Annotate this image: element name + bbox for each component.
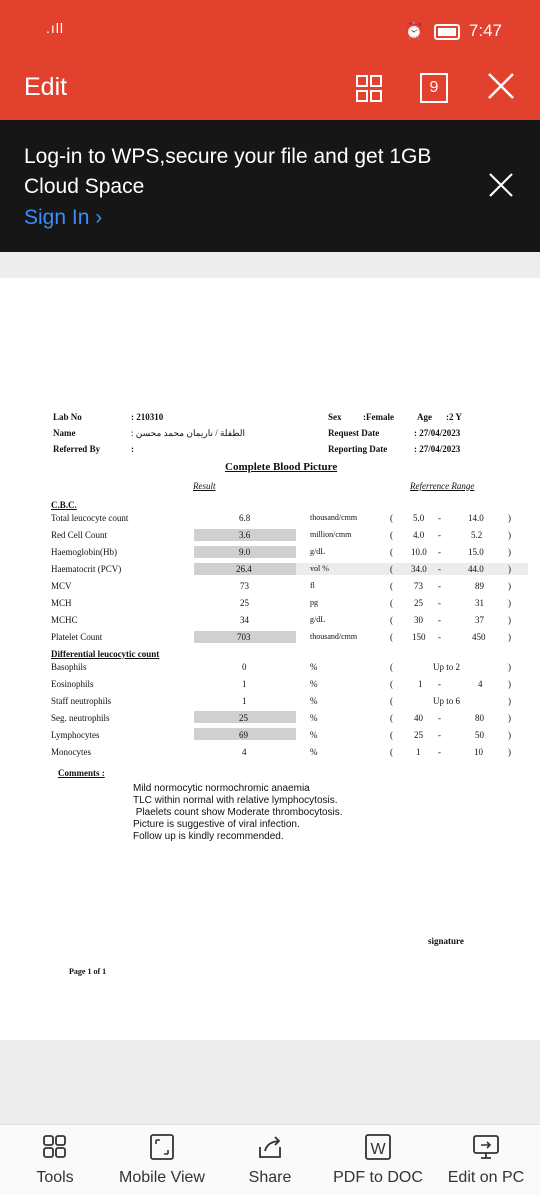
table-row-name: Red Cell Count: [51, 530, 107, 540]
table-row-unit: %: [310, 730, 318, 740]
table-row-unit: thousand/cmm: [310, 513, 358, 522]
table-row-result: 703: [237, 632, 251, 642]
comments-text: [133, 783, 343, 843]
range-header: Referrence Range: [410, 481, 475, 491]
lab-no-value: : 210310: [131, 412, 164, 422]
status-bar: [0, 0, 540, 62]
table-row-high: 31: [475, 598, 484, 608]
age-label: Age: [417, 412, 432, 422]
table-row-low: 73: [414, 581, 423, 591]
tool-label: Mobile View: [119, 1169, 205, 1186]
document-page[interactable]: [0, 278, 540, 1040]
reporting-date-value: : 27/04/2023: [414, 444, 461, 454]
table-row-high: 44.0: [468, 564, 484, 574]
table-row-high: 80: [475, 713, 484, 723]
table-row-name: Platelet Count: [51, 632, 103, 642]
tools-icon: [40, 1133, 70, 1161]
table-row-low: 40: [414, 713, 423, 723]
table-row-result: 9.0: [239, 547, 251, 557]
table-row-name: Monocytes: [51, 747, 91, 757]
table-row-result: 0: [242, 662, 247, 672]
lab-report: Lab No : 210310 Name : الطفلة / ناريمان محمد محسن Referred By : Sex :Female Age :2 Y Request Date : 27/04/2023 Reporting Date : 27/04/2023 Complete Blood Picture Result Referrence Range C.B.C. Total leucocyte count 6.8 thousand/cmm ( 5.0 - 14.0 ) Red Cell Count 3.6 million/cmm ( 4.0 - 5.2 ) Haemoglobin(Hb) 9.0 g/dL ( 10.0 - 15.0 ) Haematocrit (PCV) 26.4 vol % ( 34.0 - 44.0 ) MCV 73 fl ( 73 - 89 ) MCH 25 pg ( 25 - 31 ) MCHC 34 g/dL ( 30 - 37 ) Platelet Count 703 thousand/cmm ( 150 - 450 ) Differential leucocytic count Basophils 0 % ( Up to 2 ) Eosinophils 1 % ( 1 - 4 ) Staff neutrophils 1 % ( Up to 6 ) Seg. neutrophils 25 % ( 40 - 80 ) Lymphocytes 69 % ( 25 - 50 ) Monocytes 4 % ( 1 - 10 ) Comments : Mild normocytic normochromic anaemia TLC within normal with relative lymphocytosis. Plaelets count show Moderate thrombocytosis. Picture is suggestive of viral infection. Follow up is kindly recommended. signature Page 1 of 1: [0, 278, 540, 1040]
table-row-unit: vol %: [310, 564, 329, 573]
table-row-name: Haematocrit (PCV): [51, 564, 122, 574]
table-row-low: 1: [418, 679, 423, 689]
table-row-high: 5.2: [471, 530, 483, 540]
tool-label: PDF to DOC: [333, 1169, 423, 1186]
comment-line: Picture is suggestive of viral infection.: [133, 819, 300, 830]
table-row-result: 69: [239, 730, 248, 740]
thumbnail-grid-icon[interactable]: [355, 74, 383, 104]
table-row-high: 14.0: [468, 513, 484, 523]
page-count-button[interactable]: 9: [420, 73, 448, 103]
request-date-label: Request Date: [328, 428, 380, 438]
table-row-unit: thousand/cmm: [310, 632, 358, 641]
svg-text:W: W: [370, 1141, 386, 1158]
name-value: : الطفلة / ناريمان محمد محسن: [131, 428, 245, 438]
table-row-unit: %: [310, 679, 318, 689]
table-row-name: MCH: [51, 598, 72, 608]
pdf-to-doc-button[interactable]: [328, 1125, 428, 1195]
alarm-icon: ⏰: [404, 23, 424, 40]
mobile-view-icon: [147, 1133, 177, 1161]
sex-value: :Female: [363, 412, 394, 422]
table-row-result: 1: [242, 696, 247, 706]
table-row-range: Up to 6: [433, 696, 460, 706]
table-row-result: 3.6: [239, 530, 251, 540]
comments-label: Comments :: [58, 768, 105, 778]
edit-button[interactable]: Edit: [24, 73, 68, 101]
comment-line: Mild normocytic normochromic anaemia: [133, 783, 310, 794]
name-label: Name: [53, 428, 76, 438]
share-icon: [255, 1133, 285, 1161]
table-row-low: 5.0: [413, 513, 425, 523]
table-row-low: 10.0: [411, 547, 427, 557]
table-row-name: Haemoglobin(Hb): [51, 547, 117, 557]
comment-line: TLC within normal with relative lymphocytosis.: [133, 795, 338, 806]
table-row-unit: %: [310, 747, 318, 757]
battery-icon: [434, 24, 460, 40]
table-row-name: MCHC: [51, 615, 78, 625]
table-row-result: 25: [240, 598, 249, 608]
mobile-view-button[interactable]: [112, 1125, 212, 1195]
table-row-high: 50: [475, 730, 484, 740]
table-row-result: 1: [242, 679, 247, 689]
table-row-low: 25: [414, 598, 423, 608]
cbc-label: C.B.C.: [51, 500, 77, 510]
differential-label: Differential leucocytic count: [51, 649, 160, 659]
share-button[interactable]: [235, 1125, 305, 1195]
table-row-unit: %: [310, 696, 318, 706]
table-row-unit: g/dL: [310, 547, 326, 556]
table-row-name: Staff neutrophils: [51, 696, 112, 706]
table-row-name: MCV: [51, 581, 72, 591]
table-row-range: Up to 2: [433, 662, 460, 672]
reporting-date-label: Reporting Date: [328, 444, 388, 454]
table-row-low: 150: [412, 632, 426, 642]
signature-label: signature: [428, 936, 464, 946]
tool-label: Tools: [36, 1169, 74, 1186]
lab-no-label: Lab No: [53, 412, 82, 422]
close-icon[interactable]: [486, 71, 516, 101]
result-header: Result: [193, 481, 216, 491]
age-value: :2 Y: [446, 412, 462, 422]
table-row-name: Lymphocytes: [51, 730, 100, 740]
table-row-low: 1: [416, 747, 421, 757]
table-row-high: 89: [475, 581, 484, 591]
table-row-result: 26.4: [236, 564, 252, 574]
table-row-result: 34: [240, 615, 249, 625]
comment-line: Plaelets count show Moderate thrombocytosis.: [133, 807, 343, 818]
table-row-high: 15.0: [468, 547, 484, 557]
table-row-name: Seg. neutrophils: [51, 713, 110, 723]
table-row-unit: g/dL: [310, 615, 326, 624]
table-row-result: 4: [242, 747, 247, 757]
table-row-high: 450: [472, 632, 486, 642]
word-icon: [363, 1133, 393, 1161]
edit-on-pc-button[interactable]: [440, 1125, 532, 1195]
monitor-icon: [471, 1133, 501, 1161]
table-row-high: 4: [478, 679, 483, 689]
page-number: Page 1 of 1: [69, 967, 107, 976]
report-title: Complete Blood Picture: [225, 461, 338, 473]
table-row-low: 25: [414, 730, 423, 740]
tool-label: Share: [248, 1169, 292, 1186]
title-bar: [0, 62, 540, 120]
table-row-high: 10: [474, 747, 483, 757]
table-row-unit: fl: [310, 581, 315, 590]
table-row-result: 73: [240, 581, 249, 591]
referred-label: Referred By: [53, 444, 101, 454]
banner-message: Log-in to WPS,secure your file and get 1GB Cloud Space: [24, 145, 432, 198]
table-row-unit: %: [310, 713, 318, 723]
table-row-unit: %: [310, 662, 318, 672]
login-banner: [0, 120, 540, 252]
table-row-name: Basophils: [51, 662, 87, 672]
table-row-low: 30: [414, 615, 423, 625]
comment-line: Follow up is kindly recommended.: [133, 831, 284, 842]
table-row-result: 25: [239, 713, 248, 723]
tool-label: Edit on PC: [447, 1169, 525, 1186]
table-row-name: Total leucocyte count: [51, 513, 129, 523]
clock: 7:47: [468, 21, 502, 40]
table-row-result: 6.8: [239, 513, 251, 523]
table-row-low: 4.0: [413, 530, 425, 540]
signal-wifi-icons: .ıll: [46, 20, 64, 36]
referred-value: :: [131, 444, 134, 454]
table-row-unit: million/cmm: [310, 530, 352, 539]
sex-label: Sex: [328, 412, 342, 422]
request-date-value: : 27/04/2023: [414, 428, 461, 438]
table-row-high: 37: [475, 615, 484, 625]
table-row-name: Eosinophils: [51, 679, 94, 689]
bottom-toolbar: [0, 1124, 540, 1195]
sign-in-link[interactable]: Sign In ›: [24, 206, 103, 229]
banner-close-icon[interactable]: [488, 172, 514, 198]
tools-button[interactable]: [20, 1125, 90, 1195]
table-row-low: 34.0: [411, 564, 427, 574]
table-row-unit: pg: [310, 598, 318, 607]
